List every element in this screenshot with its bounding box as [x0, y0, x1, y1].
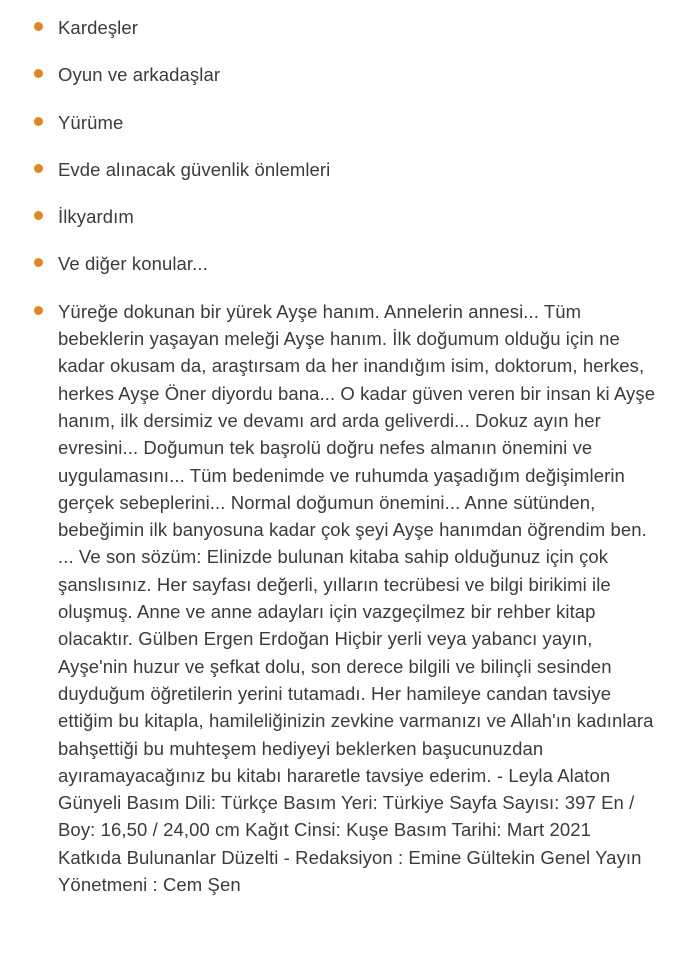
bullet-dot-icon [34, 164, 43, 173]
bullet-dot-icon [34, 22, 43, 31]
bullet-dot-icon [34, 258, 43, 267]
testimonial-paragraph: Yüreğe dokunan bir yürek Ayşe hanım. Annelerin annesi... Tüm bebeklerin yaşayan meleği Ayşe hanım. İlk doğumum olduğu için ne kadar okusam da, araştırsam da her inandığım isim, doktorum, herkes, herkes Ayşe Öner diyordu bana... O kadar güven veren bir insan ki Ayşe hanım, ilk dersimiz ve devamı ard arda geliverdi... Dokuz ayın her evresini... Doğumun tek başrolü doğru nefes almanın önemini ve uygulamasını... Tüm bedenimde ve ruhumda yaşadığım değişimlerin gerçek sebeplerini... Normal doğumun önemini... Anne sütünden, bebeğimin ilk banyosuna kadar çok şeyi Ayşe hanımdan öğrendim ben. ... Ve son sözüm: Elinizde bulunan kitaba sahip olduğunuz için çok şanslısınız. Her sayfası değerli, yılların tecrübesi ve bilgi birikimi ile oluşmuş. Anne ve anne adayları için vazgeçilmez bir rehber kitap olacaktır. Gülben Ergen Erdoğan Hiçbir yerli veya yabancı yayın, Ayşe'nin huzur ve şefkat dolu, son derece bilgili ve bilinçli sesinden duyduğum öğretilerin yerini tutamadı. Her hamileye candan tavsiye ettiğim bu kitapla, hamileliğinizin zevkine varmanızı ve Allah'ın kadınlara bahşettiği bu muhteşem hediyeyi beklerken başucunuzdan ayıramayacağınız bu kitabı hararetle tavsiye ederim. - Leyla Alaton Günyeli Basım Dili: Türkçe Basım Yeri: Türkiye Sayfa Sayısı: 397 En / Boy: 16,50 / 24,00 cm Kağıt Cinsi: Kuşe Basım Tarihi: Mart 2021 Katkıda Bulunanlar Düzelti - Redaksiyon : Emine Gültekin Genel Yayın Yönetmeni : Cem Şen [58, 300, 656, 896]
list-item [0, 146, 700, 193]
list-item [0, 0, 700, 51]
bullet-dot-icon [34, 306, 43, 315]
bullet-dot-icon [34, 211, 43, 220]
list-item [0, 240, 700, 287]
list-item-label: Kardeşler [58, 17, 139, 38]
list-item-label: Evde alınacak güvenlik önlemleri [58, 158, 331, 180]
list-item-label: Ve diğer konular... [58, 253, 208, 275]
list-item-label: İlkyardım [58, 206, 134, 228]
bullet-dot-icon [34, 69, 43, 78]
list-item [0, 193, 700, 240]
list-item-label: Yürüme [58, 111, 124, 133]
list-item-label: Oyun ve arkadaşlar [58, 64, 221, 86]
testimonial-list-item [0, 288, 700, 903]
list-item [0, 99, 700, 146]
bullet-dot-icon [34, 117, 43, 126]
list-item [0, 51, 700, 98]
